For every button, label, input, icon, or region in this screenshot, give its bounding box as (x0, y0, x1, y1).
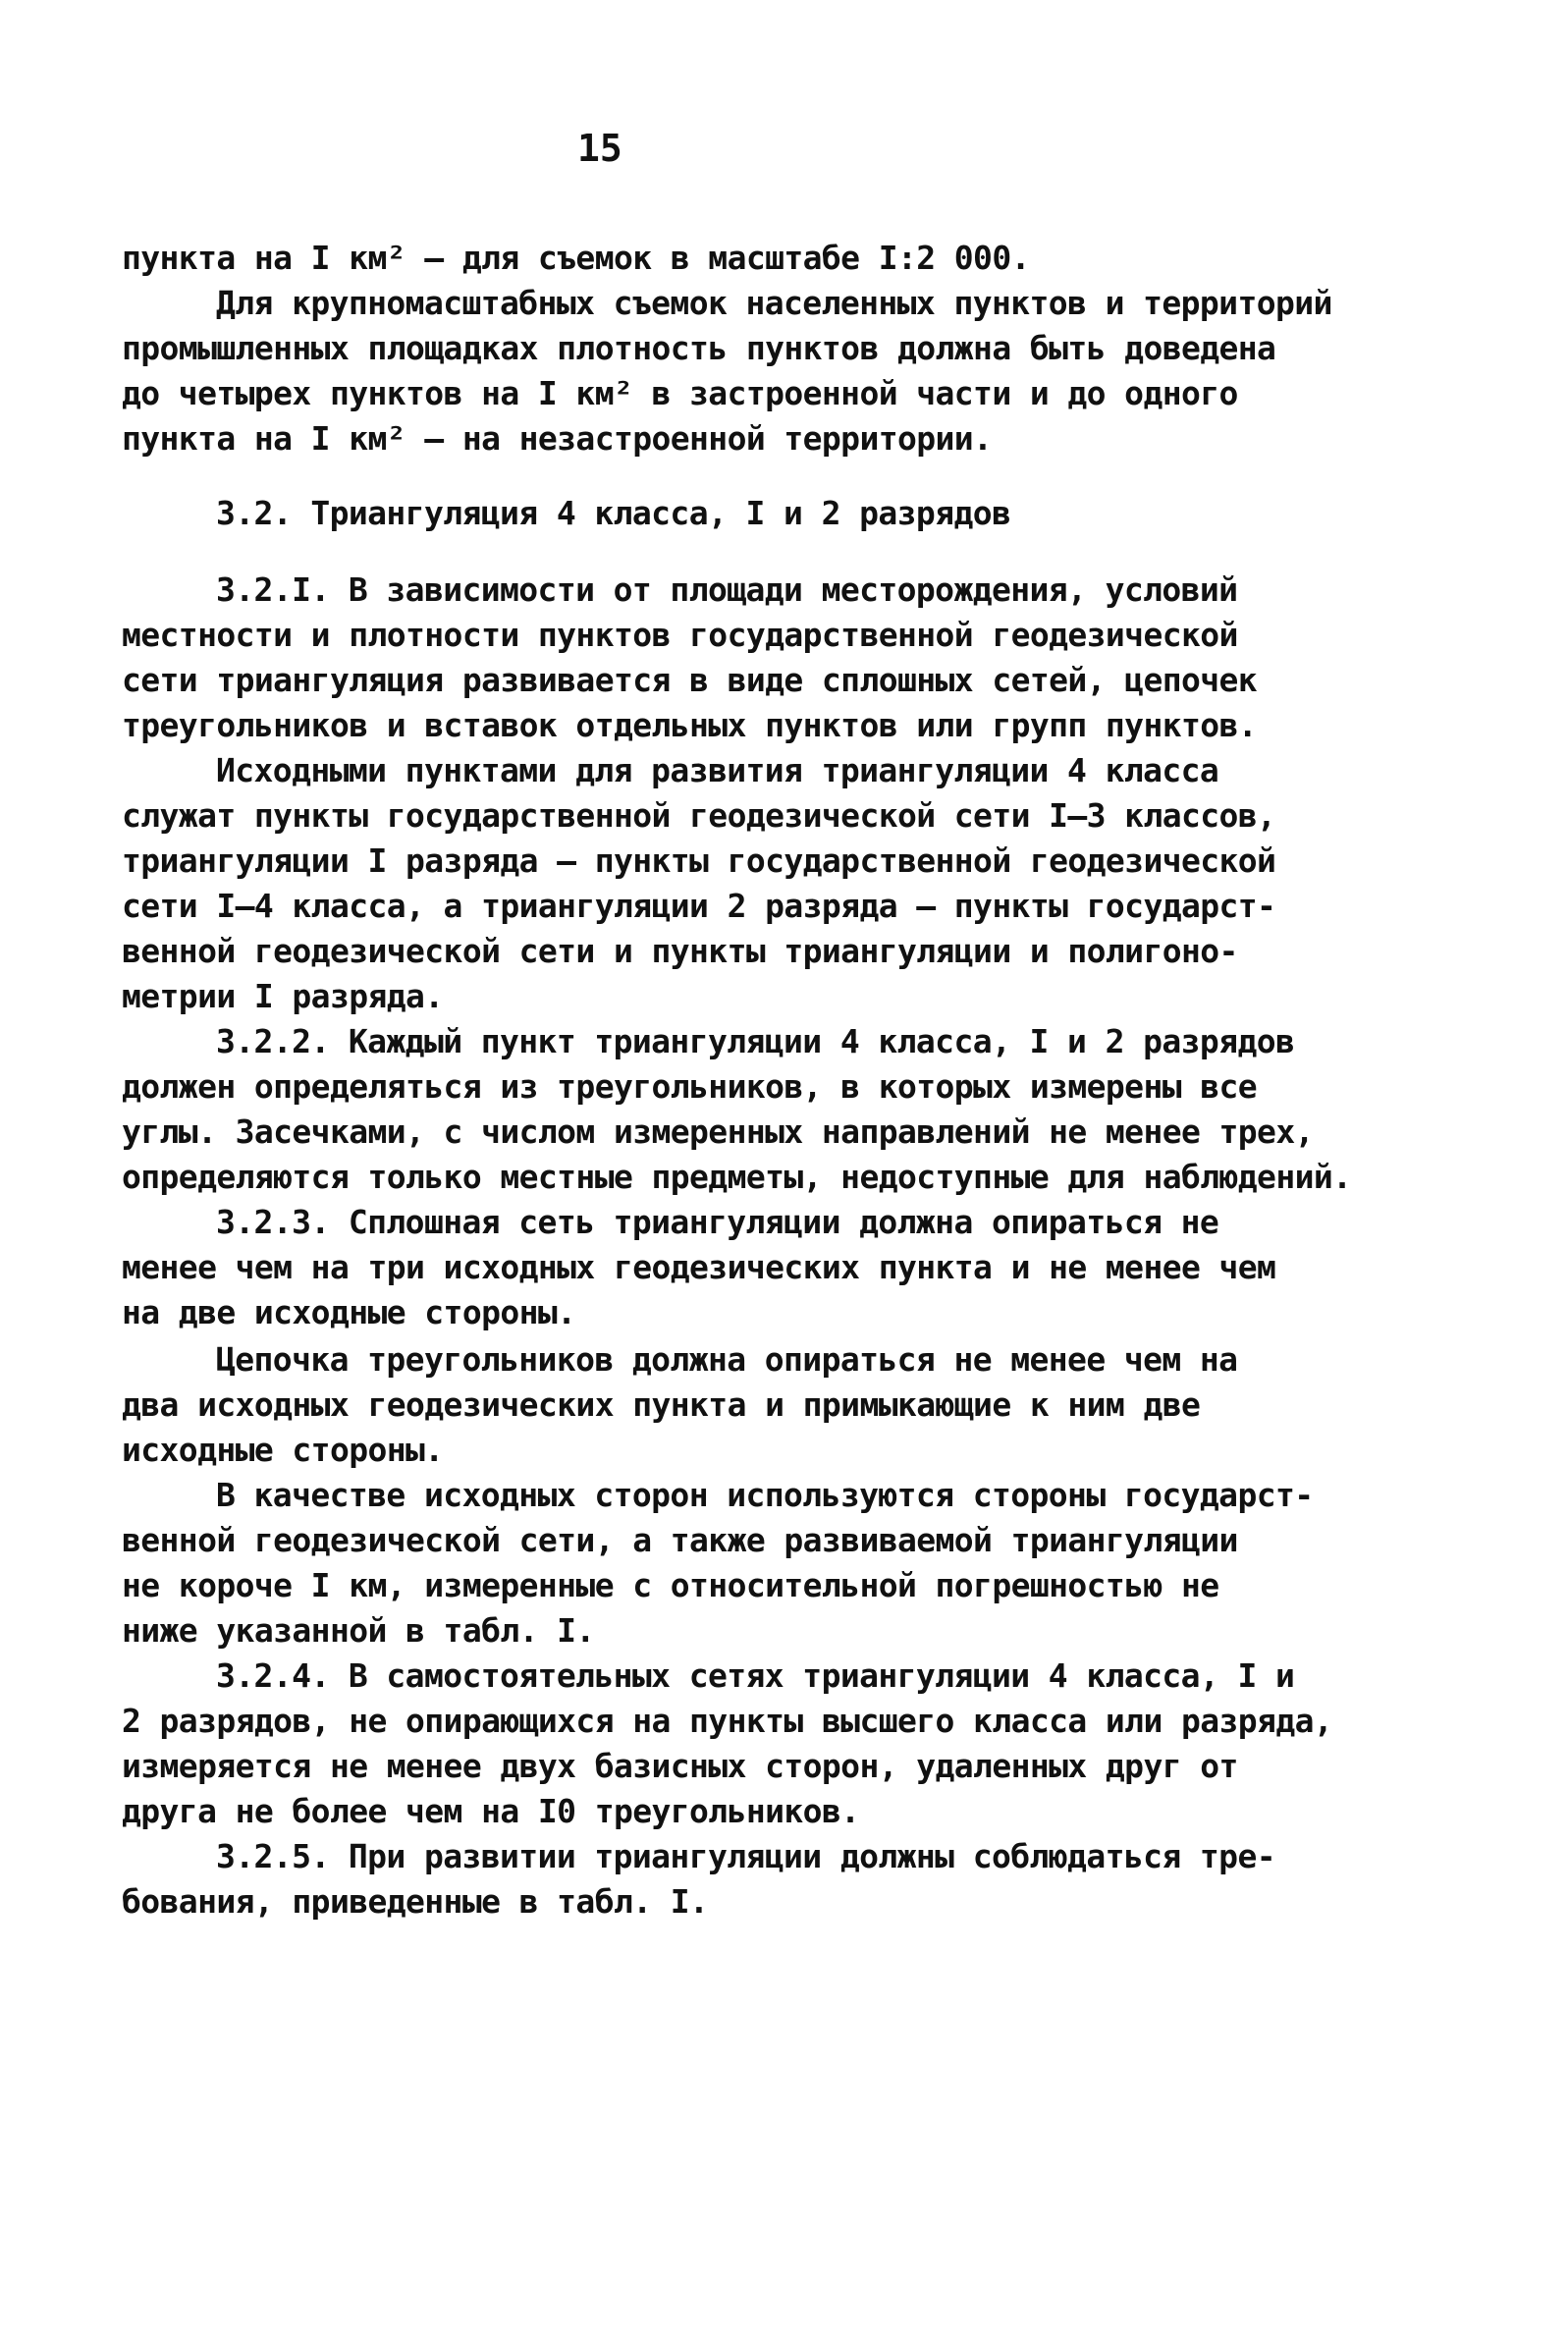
text-line: триангуляции I разряда – пункты государственной геодезической (122, 841, 1276, 880)
text-line: не короче I км, измеренные с относительной погрешностью не (122, 1566, 1219, 1604)
text-line: бования, приведенные в табл. I. (122, 1882, 709, 1921)
text-line: 3.2.2. Каждый пункт триангуляции 4 класса, I и 2 разрядов (216, 1022, 1295, 1060)
text-line: пункта на I км² – для съемок в масштабе I:2 000. (122, 239, 1030, 277)
text-line: сети триангуляция развивается в виде сплошных сетей, цепочек (122, 661, 1258, 699)
text-line: В качестве исходных сторон используются стороны государст- (216, 1476, 1314, 1514)
text-line: друга не более чем на I0 треугольников. (122, 1792, 860, 1830)
text-line: пункта на I км² – на незастроенной территории. (122, 419, 993, 458)
text-line: промышленных площадках плотность пунктов должна быть доведена (122, 329, 1276, 367)
text-line: венной геодезической сети, а также развиваемой триангуляции (122, 1521, 1238, 1559)
text-line: измеряется не менее двух базисных сторон, удаленных друг от (122, 1747, 1238, 1785)
text-line: должен определяться из треугольников, в которых измерены все (122, 1067, 1258, 1106)
text-line: исходные стороны. (122, 1431, 444, 1469)
text-line: Исходными пунктами для развития триангуляции 4 класса (216, 751, 1219, 789)
section-heading: 3.2. Триангуляция 4 класса, I и 2 разрядов (216, 494, 1011, 532)
text-line: на две исходные стороны. (122, 1293, 576, 1331)
text-line: треугольников и вставок отдельных пунктов или групп пунктов. (122, 706, 1258, 744)
text-line: Для крупномасштабных съемок населенных пунктов и территорий (216, 284, 1332, 322)
text-line: местности и плотности пунктов государственной геодезической (122, 616, 1238, 654)
text-line: менее чем на три исходных геодезических пункта и не менее чем (122, 1248, 1276, 1286)
text-line: 3.2.5. При развитии триангуляции должны соблюдаться тре- (216, 1837, 1275, 1875)
text-line: венной геодезической сети и пункты триангуляции и полигоно- (122, 932, 1238, 970)
text-line: Цепочка треугольников должна опираться не менее чем на (216, 1340, 1238, 1379)
text-line: 3.2.I. В зависимости от площади месторождения, условий (216, 570, 1238, 609)
text-line: 3.2.3. Сплошная сеть триангуляции должна опираться не (216, 1203, 1219, 1241)
text-line: до четырех пунктов на I км² в застроенной части и до одного (122, 374, 1238, 412)
text-line: метрии I разряда. (122, 977, 444, 1015)
page-number: 15 (577, 127, 622, 170)
text-line: ниже указанной в табл. I. (122, 1611, 595, 1650)
text-line: 3.2.4. В самостоятельных сетях триангуляции 4 класса, I и (216, 1656, 1295, 1695)
text-line: 2 разрядов, не опирающихся на пункты высшего класса или разряда, (122, 1702, 1333, 1740)
text-line: углы. Засечками, с числом измеренных направлений не менее трех, (122, 1112, 1314, 1151)
text-line: два исходных геодезических пункта и примыкающие к ним две (122, 1385, 1201, 1424)
text-line: определяются только местные предметы, недоступные для наблюдений. (122, 1158, 1352, 1196)
text-line: сети I–4 класса, а триангуляции 2 разряда – пункты государст- (122, 887, 1276, 925)
text-line: служат пункты государственной геодезической сети I–3 классов, (122, 796, 1276, 835)
